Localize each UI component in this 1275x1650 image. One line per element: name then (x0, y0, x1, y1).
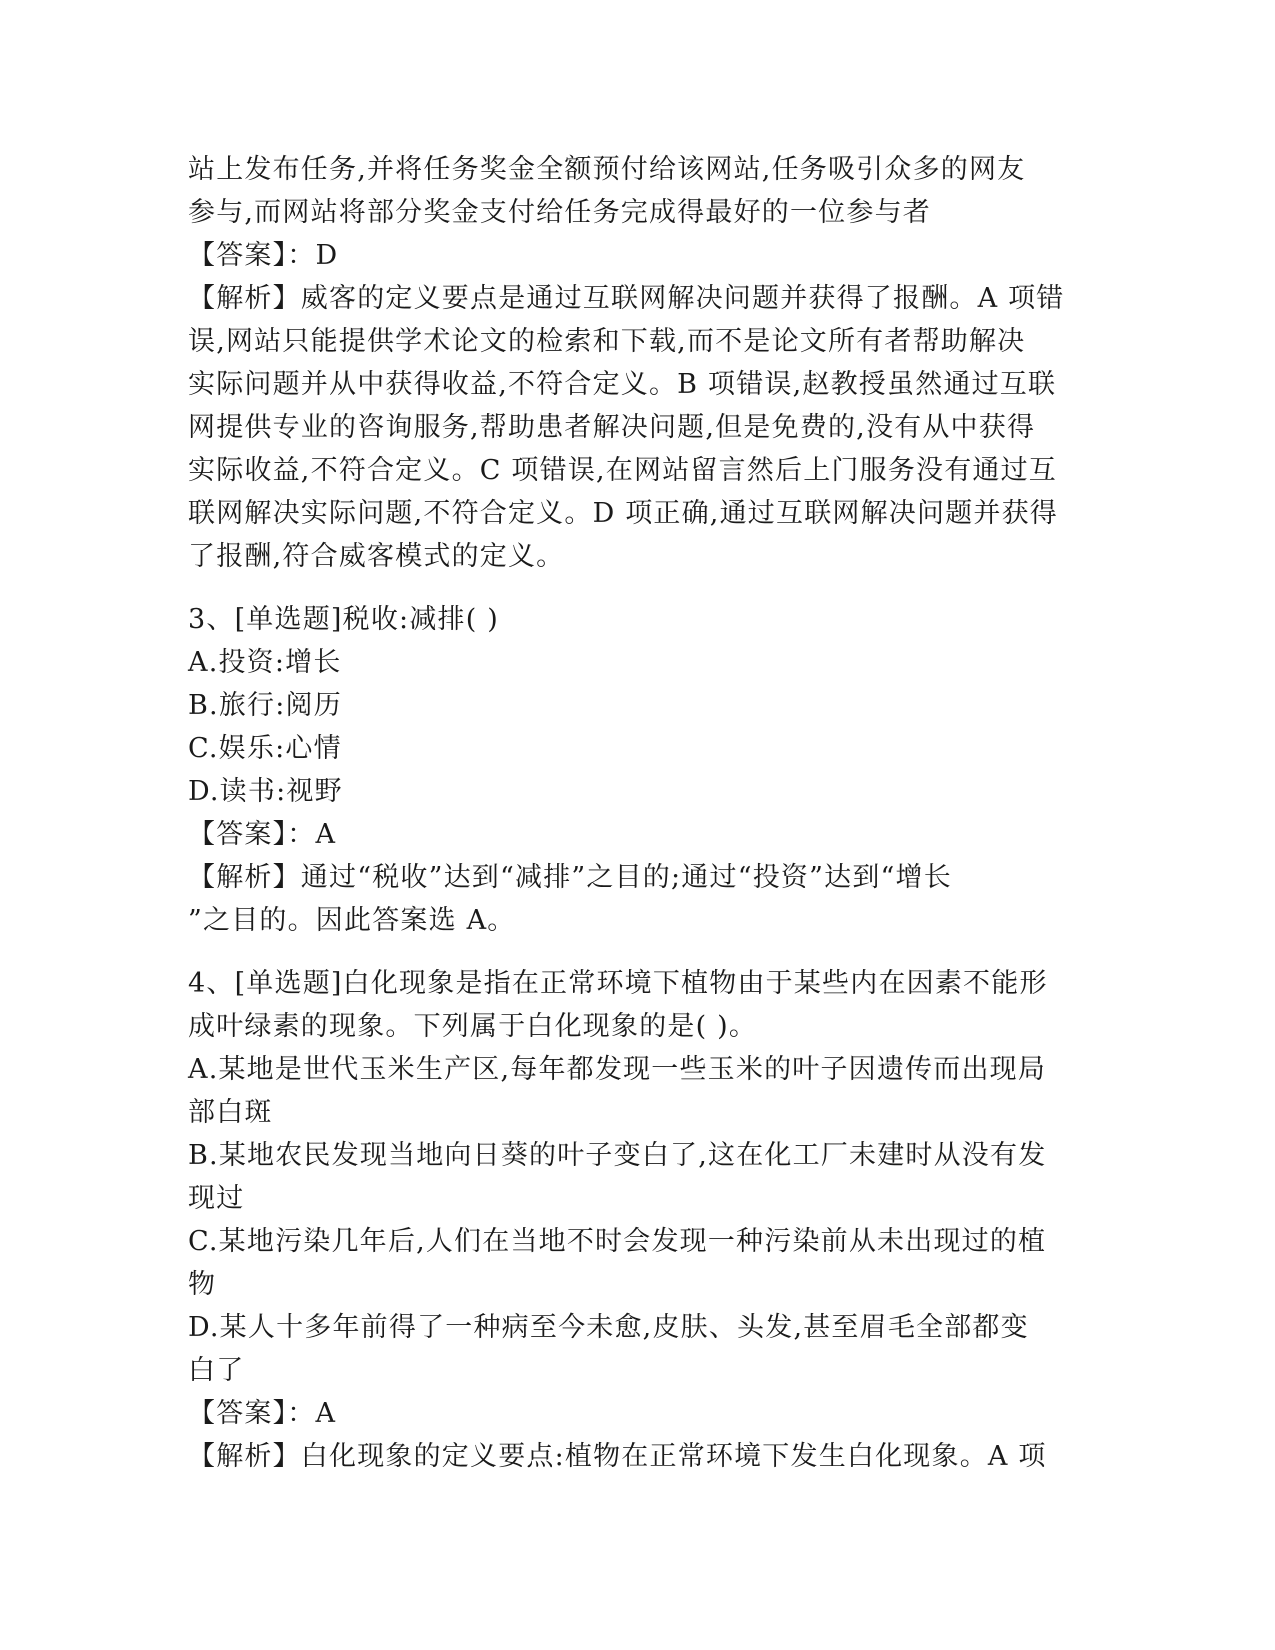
q4-question-line: 4、[单选题]白化现象是指在正常环境下植物由于某些内在因素不能形 (188, 968, 1048, 999)
paragraph-gap (188, 942, 1088, 962)
q4-option-d: D.某人十多年前得了一种病至今未愈,皮肤、头发,甚至眉毛全部都变 (188, 1312, 1029, 1343)
q3-option-c: C.娱乐:心情 (188, 733, 342, 764)
text-line: 【解析】威客的定义要点是通过互联网解决问题并获得了报酬。A 项错 (188, 283, 1065, 314)
text-line: 了报酬,符合威客模式的定义。 (188, 541, 565, 572)
q3-option-a: A.投资:增长 (188, 647, 342, 678)
text-line: 实际收益,不符合定义。C 项错误,在网站留言然后上门服务没有通过互 (188, 455, 1058, 486)
q3-block (188, 598, 1088, 942)
text-line: 误,网站只能提供学术论文的检索和下载,而不是论文所有者帮助解决 (188, 326, 1026, 357)
q3-question: 3、[单选题]税收:减排( ) (188, 604, 499, 635)
q4-option-d-cont: 白了 (188, 1355, 245, 1386)
q4-explanation-line: 【解析】白化现象的定义要点:植物在正常环境下发生白化现象。A 项 (188, 1441, 1047, 1472)
text-line: 站上发布任务,并将任务奖金全额预付给该网站,任务吸引众多的网友 (188, 154, 1026, 185)
text-line: 实际问题并从中获得收益,不符合定义。B 项错误,赵教授虽然通过互联 (188, 369, 1057, 400)
q4-answer: 【答案】：A (188, 1398, 337, 1429)
q2-option-continuation (188, 148, 1088, 234)
q3-explanation-line: 【解析】通过“税收”达到“减排”之目的;通过“投资”达到“增长 (188, 862, 952, 893)
q3-option-b: B.旅行:阅历 (188, 690, 342, 721)
text-line: 联网解决实际问题,不符合定义。D 项正确,通过互联网解决问题并获得 (188, 498, 1058, 529)
text-line: 参与,而网站将部分奖金支付给任务完成得最好的一位参与者 (188, 197, 931, 228)
q4-option-b-cont: 现过 (188, 1183, 245, 1214)
q2-explanation (188, 277, 1088, 578)
q2-answer: 【答案】：D (188, 240, 339, 271)
paragraph-gap (188, 578, 1088, 598)
q3-answer: 【答案】：A (188, 819, 337, 850)
q3-explanation-line: ”之目的。因此答案选 A。 (188, 905, 516, 936)
q4-question-line: 成叶绿素的现象。下列属于白化现象的是( )。 (188, 1011, 758, 1042)
text-line: 网提供专业的咨询服务,帮助患者解决问题,但是免费的,没有从中获得 (188, 412, 1036, 443)
q4-option-c: C.某地污染几年后,人们在当地不时会发现一种污染前从未出现过的植 (188, 1226, 1047, 1257)
q4-option-a-cont: 部白斑 (188, 1097, 273, 1128)
q4-option-b: B.某地农民发现当地向日葵的叶子变白了,这在化工厂未建时从没有发 (188, 1140, 1047, 1171)
q4-option-a: A.某地是世代玉米生产区,每年都发现一些玉米的叶子因遗传而出现局 (188, 1054, 1047, 1085)
q4-block (188, 962, 1088, 1478)
q3-option-d: D.读书:视野 (188, 776, 343, 807)
document-content (188, 148, 1088, 1478)
q4-option-c-cont: 物 (188, 1269, 217, 1300)
